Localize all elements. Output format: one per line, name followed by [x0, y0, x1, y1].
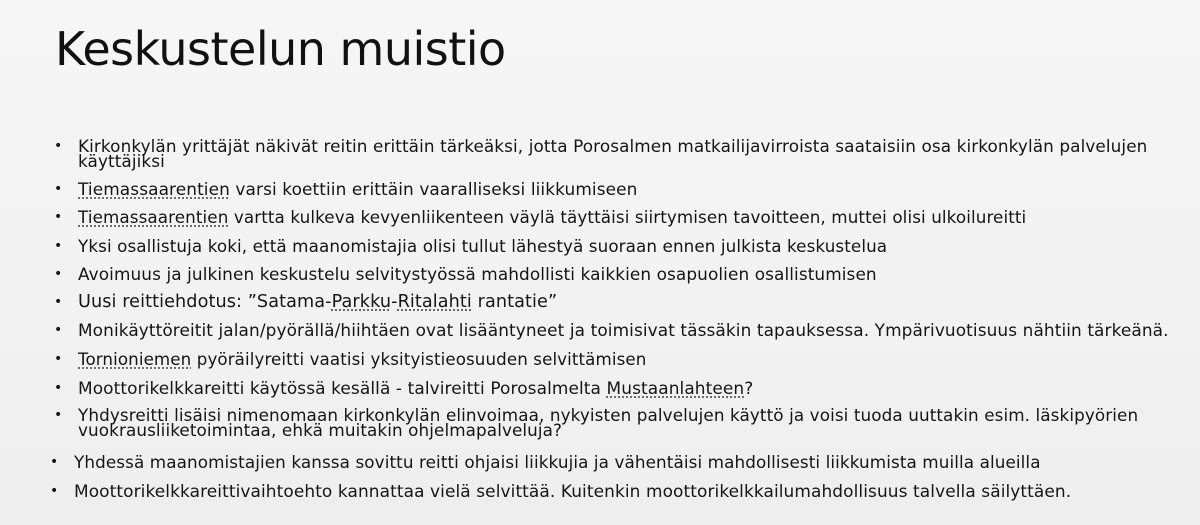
text-run: Avoimuus ja julkinen keskustelu selvitystyössä mahdollisti kaikkien osapuolien osallistumisen [78, 264, 877, 284]
bullet-item [54, 320, 1169, 340]
bullet-item [54, 207, 1027, 227]
bullet-dot-icon: • [54, 209, 63, 225]
bullet-dot-icon: • [54, 380, 63, 396]
bullet-dot-icon: • [54, 407, 63, 423]
text-run: Moottorikelkkareittivaihtoehto kannattaa vielä selvittää. Kuitenkin moottorikelkkailumahdollisuus talvella säilyttäen. [74, 481, 1072, 501]
bullet-text [78, 378, 754, 398]
bullet-text-continuation: vuokrausliiketoimintaa, ehkä muitakin ohjelmapalveluja? [78, 420, 563, 440]
bullet-item [54, 136, 1148, 171]
bullet-dot-icon: • [54, 294, 63, 310]
bullet-text [74, 452, 1041, 472]
bullet-text [78, 179, 638, 199]
bullet-item [54, 292, 558, 312]
text-run: vartta kulkeva kevyenliikenteen väylä täyttäisi siirtymisen tavoitteen, muttei olisi ulkoilureitti [228, 207, 1027, 227]
bullet-text [78, 349, 647, 369]
bullet-text [78, 236, 888, 256]
bullet-dot-icon: • [50, 483, 59, 499]
bullet-text [78, 136, 1148, 156]
bullet-text [78, 264, 877, 284]
bullet-text [78, 207, 1027, 227]
bullet-text [78, 320, 1169, 340]
bullet-item [54, 405, 1139, 440]
bullet-item [54, 236, 888, 256]
bullet-dot-icon: • [50, 454, 59, 470]
text-run: pyöräilyreitti vaatisi yksityistieosuuden selvittämisen [191, 349, 647, 369]
bullet-item [54, 264, 877, 284]
bullet-item [54, 349, 647, 369]
place-name: Tiemassaarentien [78, 207, 229, 227]
text-run: Kirkonkylän yrittäjät näkivät reitin erittäin tärkeäksi, jotta Porosalmen matkailijavirroista saataisiin osa kirkonkylän palvelujen [78, 136, 1148, 156]
text-run: Yhdysreitti lisäisi nimenomaan kirkonkylän elinvoimaa, nykyisten palvelujen käyttö ja voisi tuoda uuttakin esim. läskipyörien [78, 405, 1139, 425]
bullet-dot-icon: • [54, 181, 63, 197]
text-run: Monikäyttöreitit jalan/pyörällä/hiihtäen ovat lisääntyneet ja toimisivat tässäkin tapauksessa. Ympärivuotisuus nähtiin tärkeänä. [78, 320, 1169, 340]
text-run: Yksi osallistuja koki, että maanomistajia olisi tullut lähestyä suoraan ennen julkista keskustelua [78, 236, 888, 256]
slide-title: Keskustelun muistio [55, 22, 506, 76]
bullet-dot-icon: • [54, 266, 63, 282]
bullet-item [54, 179, 638, 199]
text-run: varsi koettiin erittäin vaaralliseksi liikkumiseen [229, 179, 638, 199]
place-name: Tiemassaarentien [78, 179, 230, 199]
text-run: - [391, 292, 398, 312]
bullet-text-continuation: käyttäjiksi [78, 151, 165, 171]
text-run: rantatie” [471, 292, 558, 312]
bullet-item [54, 378, 754, 398]
bullet-item [50, 481, 1072, 501]
bullet-dot-icon: • [54, 238, 63, 254]
place-name: Parkku [331, 292, 392, 312]
text-run: ? [744, 378, 754, 398]
bullet-text [74, 481, 1072, 501]
bullet-item [50, 452, 1041, 472]
place-name: Ritalahti [397, 292, 472, 312]
text-run: Moottorikelkkareitti käytössä kesällä - talvireitti Porosalmelta [78, 378, 607, 398]
bullet-dot-icon: • [54, 138, 63, 154]
place-name: Tornioniemen [78, 349, 192, 369]
text-run: Yhdessä maanomistajien kanssa sovittu reitti ohjaisi liikkujia ja vähentäisi mahdollisesti liikkumista muilla alueilla [74, 452, 1041, 472]
bullet-dot-icon: • [54, 322, 63, 338]
bullet-dot-icon: • [54, 351, 63, 367]
place-name: Mustaanlahteen [606, 378, 745, 398]
text-run: Uusi reittiehdotus: ”Satama- [78, 292, 332, 312]
bullet-text [78, 292, 558, 312]
